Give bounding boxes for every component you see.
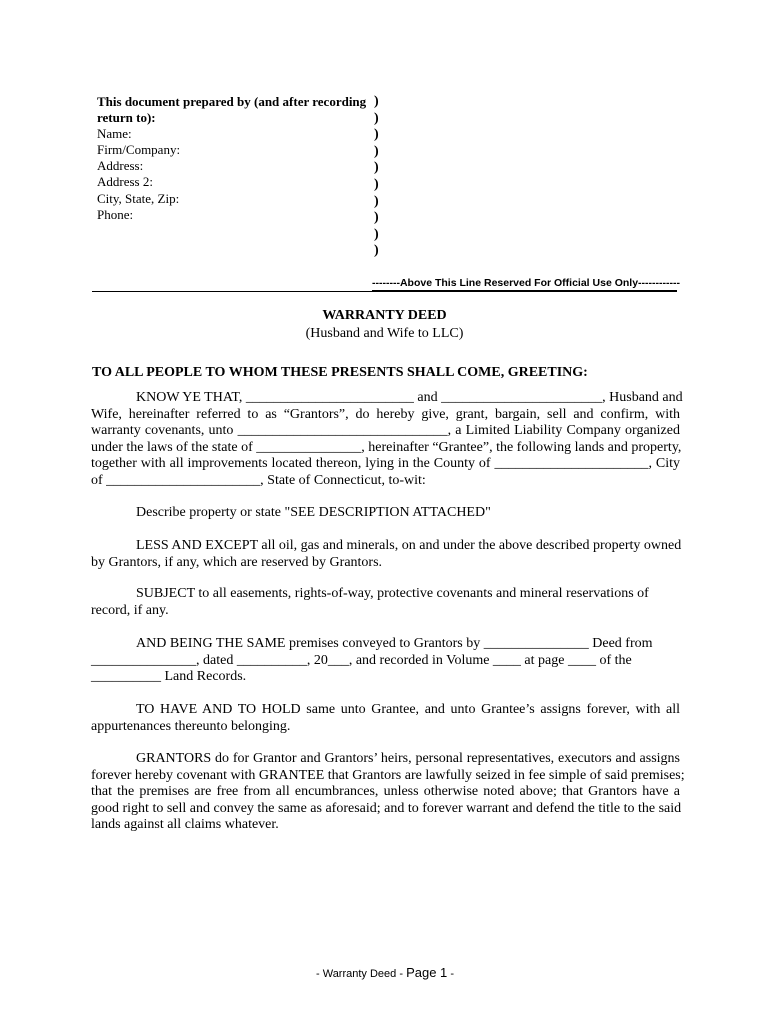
text-line: SUBJECT to all easements, rights-of-way, protective covenants and mineral reservations of bbox=[136, 586, 649, 601]
recording-divider bbox=[92, 291, 677, 292]
text-line: good right to sell and convey the same as aforesaid; and to forever warrant and defend the title to the said bbox=[91, 800, 682, 816]
text-line: TO HAVE AND TO HOLD same unto Grantee, and unto Grantee’s assigns forever, with all bbox=[136, 702, 680, 717]
text-line: that the premises are free from all encumbrances, unless otherwise noted above; that Grantors have a bbox=[91, 784, 680, 800]
paragraph-less-except bbox=[91, 538, 680, 571]
paren: ) bbox=[374, 127, 379, 143]
text-line: _______________, dated __________, 20___, and recorded in Volume ____ at page ____ of the bbox=[91, 652, 632, 668]
text-line: by Grantors, if any, which are reserved by Grantors. bbox=[91, 554, 383, 570]
footer-label: - Warranty Deed - bbox=[316, 968, 407, 980]
page-number: Page 1 bbox=[406, 965, 448, 980]
field-phone: Phone: bbox=[97, 206, 134, 222]
text-line: Describe property or state "SEE DESCRIPTION ATTACHED" bbox=[136, 505, 491, 520]
return-to-heading: return to): bbox=[97, 110, 156, 126]
text-line: of ______________________, State of Connecticut, to-wit: bbox=[91, 472, 426, 488]
paragraph-know-ye bbox=[91, 390, 683, 490]
text-line: warranty covenants, unto ______________________________, a Limited Liability Company organized bbox=[91, 423, 680, 439]
text-line: together with all improvements located thereon, lying in the County of ______________________, City bbox=[91, 456, 680, 472]
field-address-2: Address 2: bbox=[97, 174, 153, 190]
paren: ) bbox=[374, 243, 379, 259]
document-subtitle: (Husband and Wife to LLC) bbox=[305, 326, 464, 341]
text-line: forever hereby covenant with GRANTEE that Grantors are lawfully seized in fee simple of said premises; bbox=[91, 767, 685, 783]
paren: ) bbox=[374, 94, 379, 109]
text-line: appurtenances thereunto belonging. bbox=[91, 718, 291, 734]
text-line: Wife, hereinafter referred to as “Grantors”, do hereby give, grant, bargain, sell and confirm, with bbox=[91, 406, 680, 422]
text-line: LESS AND EXCEPT all oil, gas and minerals, on and under the above described property owned bbox=[136, 538, 682, 553]
paren: ) bbox=[374, 110, 379, 126]
preparer-block bbox=[97, 94, 372, 223]
text-line: AND BEING THE SAME premises conveyed to Grantors by _______________ Deed from bbox=[136, 636, 653, 651]
text-line: __________ Land Records. bbox=[91, 669, 247, 685]
paren: ) bbox=[374, 210, 379, 226]
document-title: WARRANTY DEED bbox=[322, 308, 447, 323]
paren: ) bbox=[374, 160, 379, 176]
paragraph-subject bbox=[91, 586, 680, 619]
prepared-by-heading: This document prepared by (and after recording bbox=[97, 94, 367, 109]
text-line: under the laws of the state of _______________, hereinafter “Grantee”, the following lands and property, bbox=[91, 439, 682, 455]
paragraph-have-hold bbox=[91, 702, 680, 735]
field-address: Address: bbox=[97, 158, 144, 174]
footer-suffix: - bbox=[447, 968, 454, 980]
paren: ) bbox=[374, 226, 379, 242]
field-city-state-zip: City, State, Zip: bbox=[97, 190, 180, 206]
text-line: KNOW YE THAT, ________________________ and _______________________, Husband and bbox=[136, 390, 683, 405]
text-line: lands against all claims whatever. bbox=[91, 817, 279, 833]
greeting: TO ALL PEOPLE TO WHOM THESE PRESENTS SHALL COME, GREETING: bbox=[92, 365, 588, 380]
paren: ) bbox=[374, 176, 379, 192]
paragraph-describe bbox=[91, 505, 680, 522]
paragraph-being-same bbox=[91, 636, 680, 686]
text-line: record, if any. bbox=[91, 602, 169, 618]
field-firm: Firm/Company: bbox=[97, 142, 181, 158]
paragraph-grantors-covenant bbox=[91, 751, 685, 834]
paren: ) bbox=[374, 193, 379, 209]
official-use-line: --------Above This Line Reserved For Official Use Only------------ bbox=[372, 277, 680, 289]
paren-column bbox=[374, 94, 386, 260]
text-line: GRANTORS do for Grantor and Grantors’ heirs, personal representatives, executors and assigns bbox=[136, 751, 680, 766]
paren: ) bbox=[374, 143, 379, 159]
field-name: Name: bbox=[97, 126, 132, 142]
page-footer bbox=[0, 965, 770, 980]
